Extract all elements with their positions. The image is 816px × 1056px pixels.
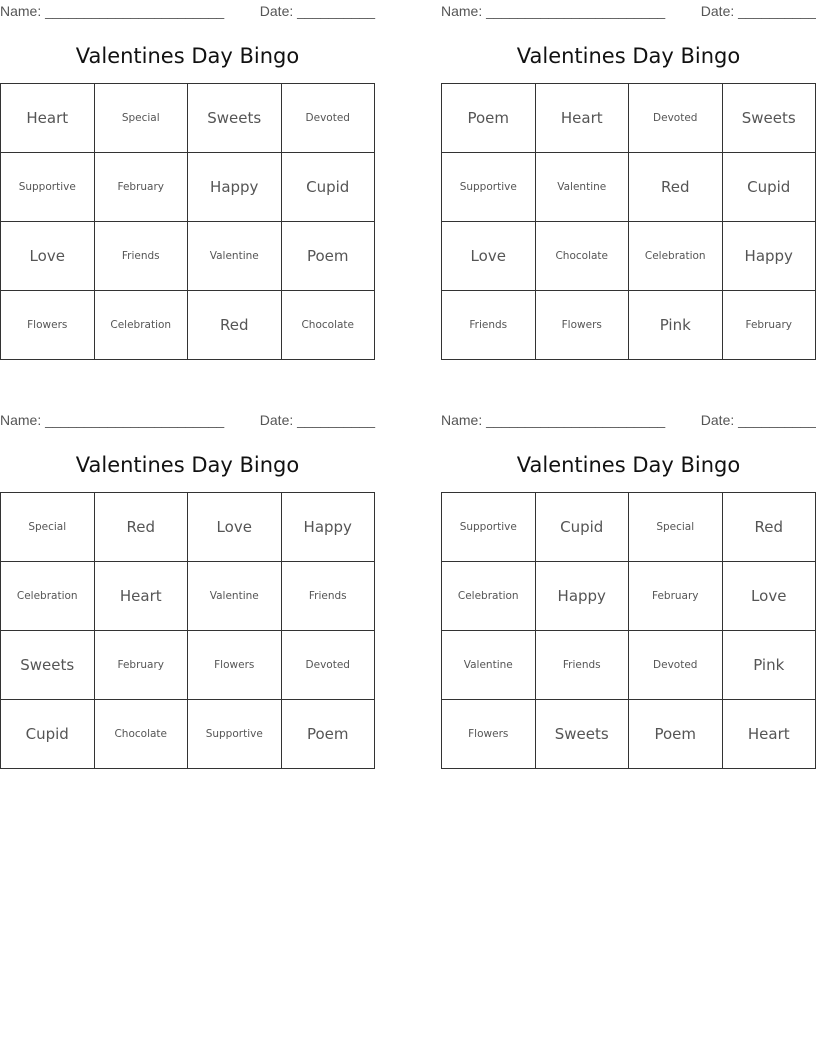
bingo-cell: Valentine: [188, 562, 282, 631]
date-field-label: Date: __________: [259, 412, 375, 428]
bingo-cell: February: [629, 562, 723, 631]
bingo-cell: Heart: [1, 84, 95, 153]
name-field-label: Name: _______________________: [441, 3, 666, 19]
bingo-cell: February: [94, 153, 188, 222]
grid-row: [442, 631, 816, 700]
name-field-label: Name: _______________________: [0, 412, 225, 428]
grid-row: [442, 222, 816, 291]
bingo-cell: Flowers: [535, 291, 629, 360]
bingo-cell: Celebration: [629, 222, 723, 291]
bingo-card-3: [0, 410, 375, 743]
card-header: [0, 1, 375, 21]
bingo-cell: Celebration: [442, 562, 536, 631]
card-title: Valentines Day Bingo: [75, 44, 300, 68]
bingo-cell: Friends: [281, 562, 375, 631]
bingo-card-4: [441, 410, 816, 743]
bingo-cell: Sweets: [188, 84, 282, 153]
bingo-cell: Love: [188, 493, 282, 562]
grid-row: [442, 700, 816, 769]
bingo-cell: Red: [722, 493, 816, 562]
bingo-cell: Pink: [722, 631, 816, 700]
bingo-cell: Flowers: [442, 700, 536, 769]
bingo-cell: Love: [442, 222, 536, 291]
grid-row: [442, 153, 816, 222]
bingo-cell: Special: [629, 493, 723, 562]
date-field-label: Date: __________: [259, 3, 375, 19]
card-title: Valentines Day Bingo: [516, 453, 741, 477]
bingo-grid: [0, 492, 375, 769]
card-title: Valentines Day Bingo: [516, 44, 741, 68]
bingo-cell: Devoted: [629, 631, 723, 700]
bingo-cell: Supportive: [188, 700, 282, 769]
bingo-cell: Poem: [442, 84, 536, 153]
bingo-cell: Pink: [629, 291, 723, 360]
bingo-cell: Chocolate: [535, 222, 629, 291]
card-title: Valentines Day Bingo: [75, 453, 300, 477]
bingo-cell: Friends: [442, 291, 536, 360]
bingo-cell: Chocolate: [94, 700, 188, 769]
bingo-cell: Red: [188, 291, 282, 360]
bingo-grid: [441, 492, 816, 769]
bingo-cell: Special: [1, 493, 95, 562]
bingo-cell: February: [94, 631, 188, 700]
bingo-cell: Poem: [281, 222, 375, 291]
bingo-cell: Devoted: [281, 631, 375, 700]
bingo-cell: Friends: [94, 222, 188, 291]
bingo-cell: Valentine: [442, 631, 536, 700]
grid-row: [1, 84, 375, 153]
bingo-cell: Flowers: [188, 631, 282, 700]
bingo-cell: Supportive: [1, 153, 95, 222]
bingo-cell: Heart: [722, 700, 816, 769]
grid-row: [1, 153, 375, 222]
bingo-cell: Heart: [94, 562, 188, 631]
bingo-cell: Sweets: [535, 700, 629, 769]
bingo-cell: Cupid: [1, 700, 95, 769]
bingo-cell: Friends: [535, 631, 629, 700]
bingo-cell: Cupid: [722, 153, 816, 222]
bingo-cell: Red: [94, 493, 188, 562]
grid-row: [442, 562, 816, 631]
bingo-cell: Poem: [629, 700, 723, 769]
bingo-cell: Valentine: [188, 222, 282, 291]
date-field-label: Date: __________: [700, 3, 816, 19]
grid-row: [1, 493, 375, 562]
name-field-label: Name: _______________________: [441, 412, 666, 428]
bingo-cell: February: [722, 291, 816, 360]
bingo-cell: Celebration: [1, 562, 95, 631]
bingo-card-1: [0, 1, 375, 334]
bingo-grid: [0, 83, 375, 360]
grid-row: [442, 291, 816, 360]
bingo-cell: Love: [1, 222, 95, 291]
bingo-cell: Valentine: [535, 153, 629, 222]
bingo-cell: Happy: [188, 153, 282, 222]
grid-row: [1, 291, 375, 360]
bingo-card-2: [441, 1, 816, 334]
bingo-cell: Supportive: [442, 493, 536, 562]
name-field-label: Name: _______________________: [0, 3, 225, 19]
bingo-cell: Supportive: [442, 153, 536, 222]
bingo-cell: Chocolate: [281, 291, 375, 360]
card-header: [0, 410, 375, 430]
bingo-cell: Happy: [535, 562, 629, 631]
grid-row: [1, 222, 375, 291]
grid-row: [442, 493, 816, 562]
bingo-cell: Love: [722, 562, 816, 631]
bingo-cell: Special: [94, 84, 188, 153]
bingo-cell: Happy: [281, 493, 375, 562]
date-field-label: Date: __________: [700, 412, 816, 428]
bingo-cell: Heart: [535, 84, 629, 153]
grid-row: [1, 700, 375, 769]
bingo-cell: Happy: [722, 222, 816, 291]
bingo-cell: Sweets: [1, 631, 95, 700]
bingo-grid: [441, 83, 816, 360]
grid-row: [1, 562, 375, 631]
bingo-cell: Poem: [281, 700, 375, 769]
bingo-cell: Cupid: [535, 493, 629, 562]
grid-row: [442, 84, 816, 153]
card-header: [441, 1, 816, 21]
bingo-cell: Devoted: [629, 84, 723, 153]
bingo-cell: Cupid: [281, 153, 375, 222]
bingo-cell: Celebration: [94, 291, 188, 360]
bingo-cell: Sweets: [722, 84, 816, 153]
grid-row: [1, 631, 375, 700]
bingo-cell: Flowers: [1, 291, 95, 360]
bingo-cell: Red: [629, 153, 723, 222]
bingo-cell: Devoted: [281, 84, 375, 153]
card-header: [441, 410, 816, 430]
